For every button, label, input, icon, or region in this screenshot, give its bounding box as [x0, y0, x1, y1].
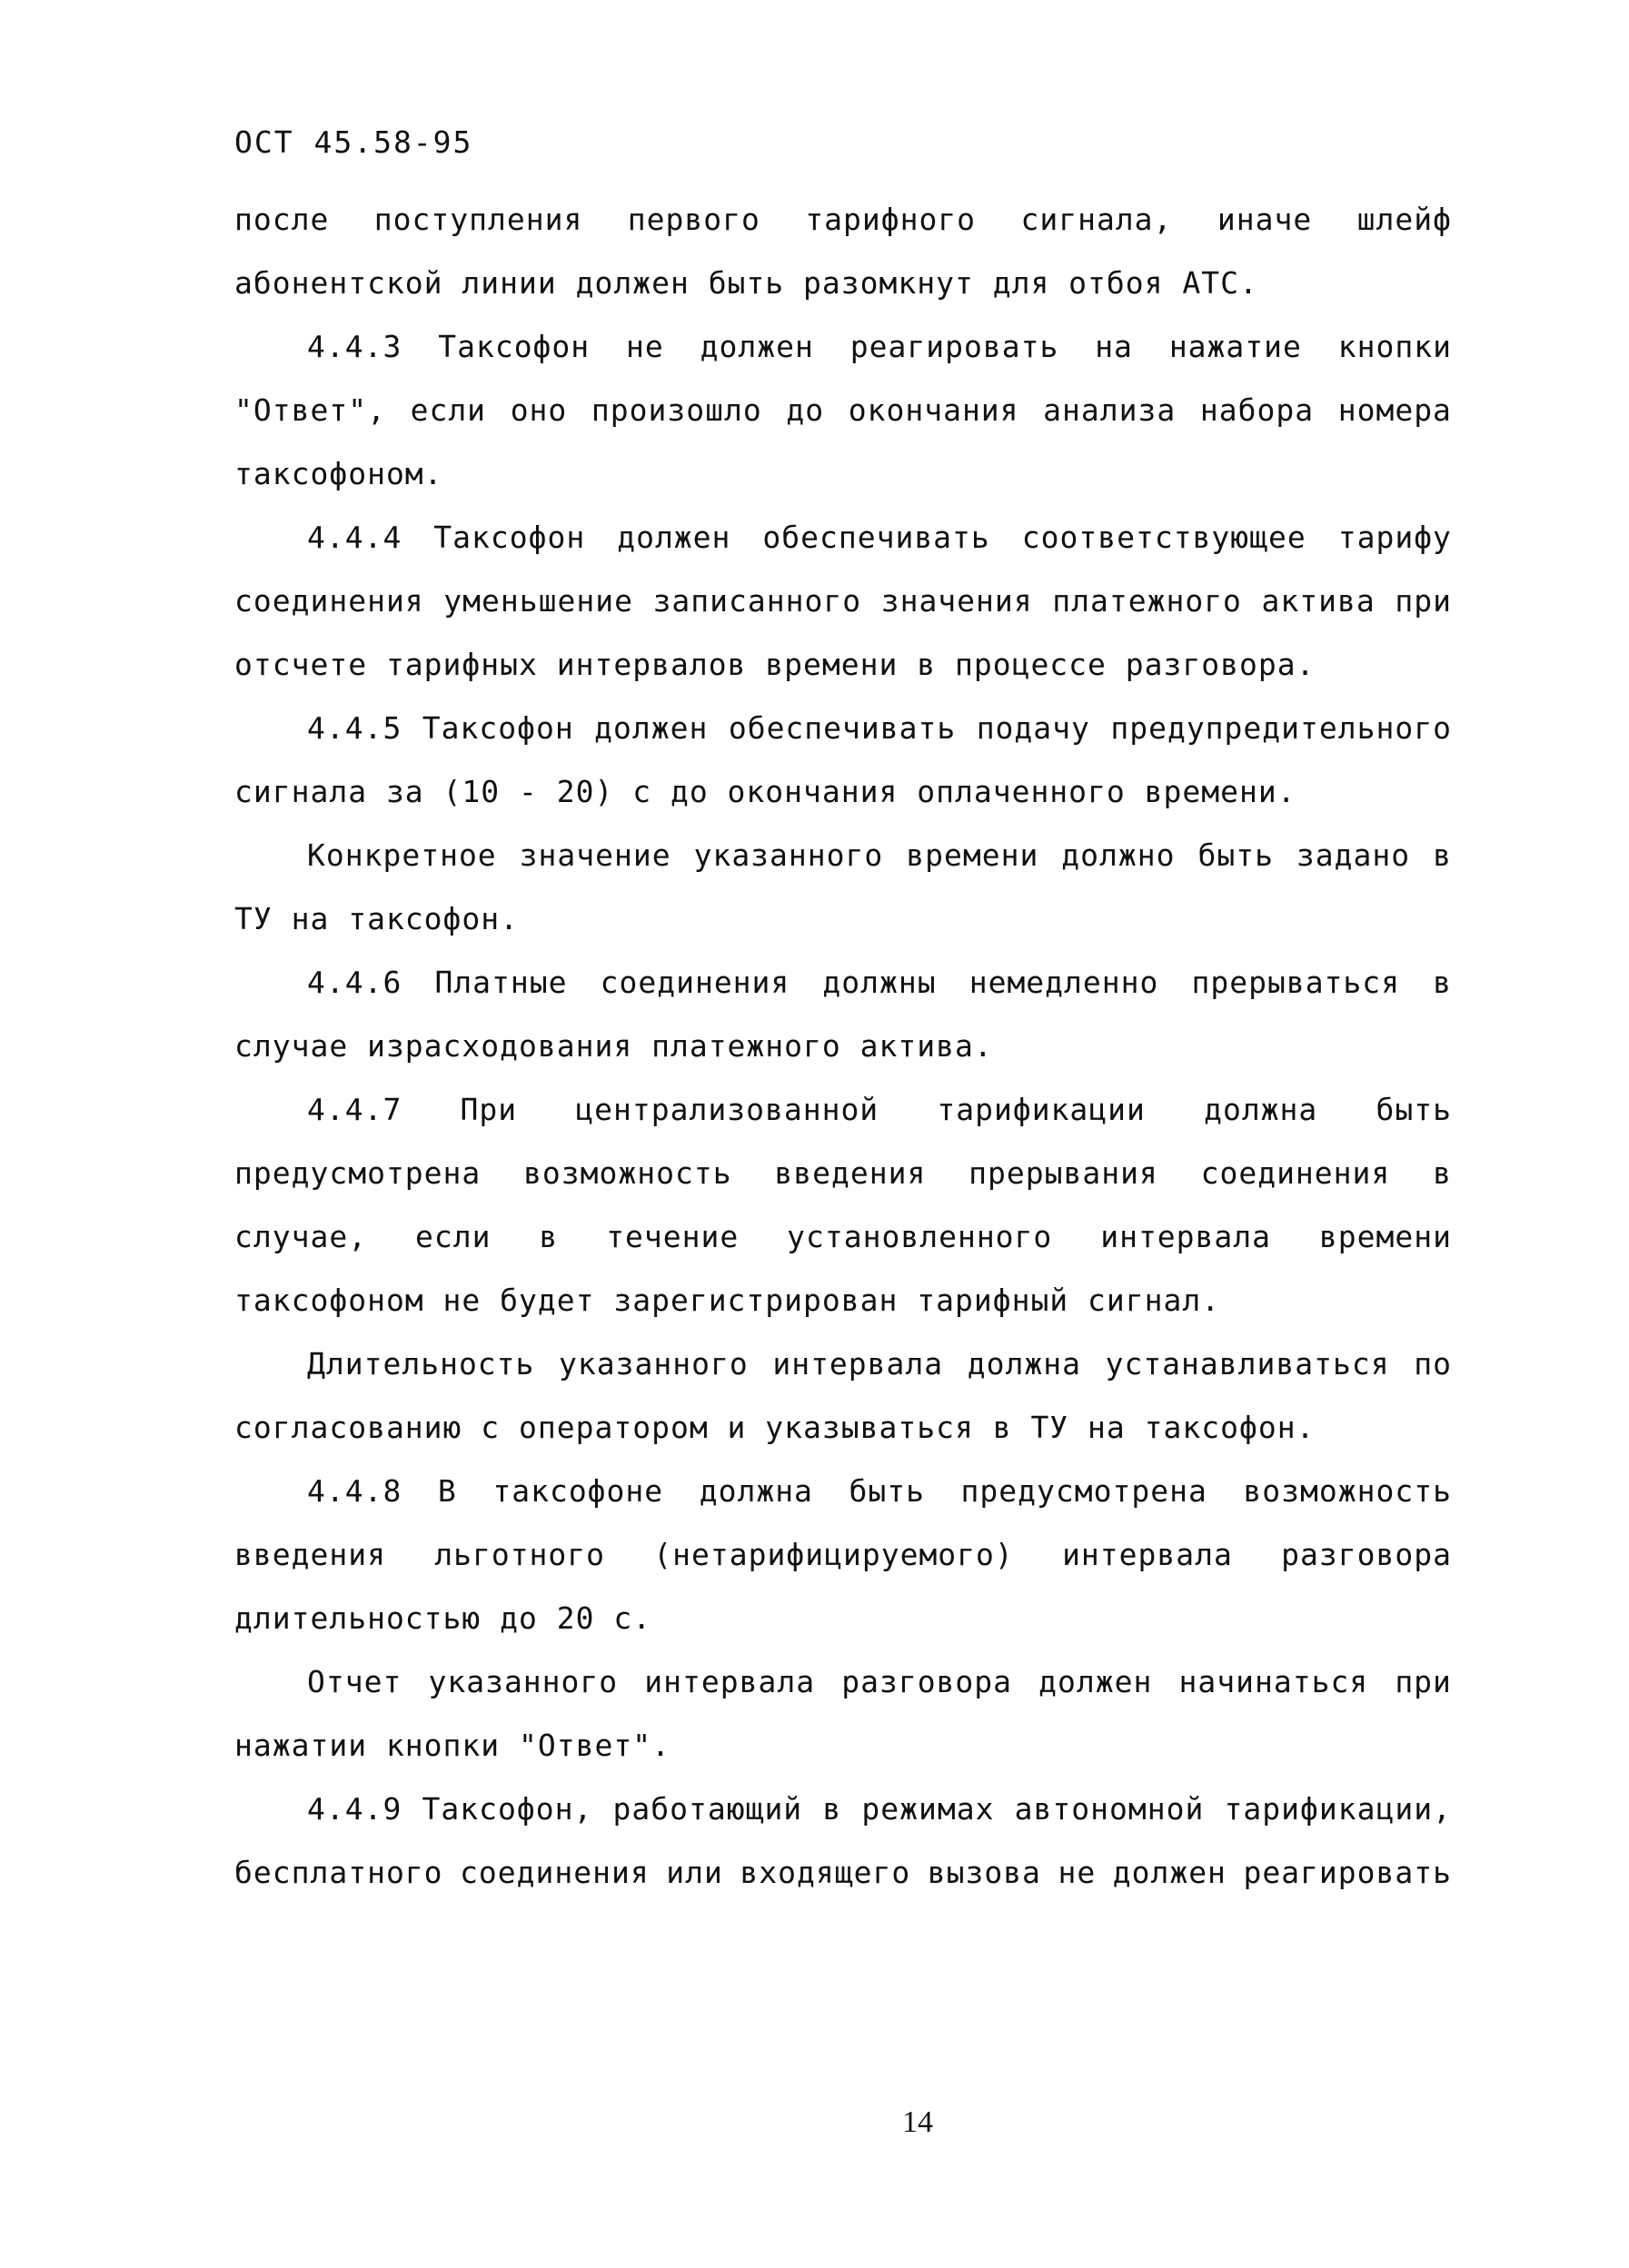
text-line: [234, 1778, 1452, 1841]
text-word: кнопки: [1337, 329, 1452, 364]
text-word: указанного: [693, 837, 884, 873]
text-word: Таксофон: [433, 520, 586, 555]
text-word: 4.4.3: [307, 329, 402, 364]
text-line: [234, 1714, 1452, 1778]
text-word: Отчет: [307, 1664, 402, 1699]
text-word: Платные: [434, 965, 568, 1000]
text-word: номера: [1337, 392, 1452, 428]
text-word: или: [666, 1855, 723, 1890]
text-word: поступления: [373, 202, 583, 237]
text-line: [234, 760, 1452, 824]
text-word: уменьшение: [443, 583, 633, 619]
text-word: обеспечивать: [762, 520, 990, 555]
text-word: платежного: [1052, 583, 1242, 619]
text-word: При: [460, 1092, 518, 1127]
text-line: [234, 188, 1452, 252]
body-text: [234, 188, 1452, 1905]
text-word: интервала: [772, 1346, 944, 1382]
text-line: [234, 1269, 1452, 1332]
text-word: при: [1395, 1664, 1452, 1699]
text-word: если: [414, 1219, 492, 1254]
text-word: быть: [849, 1473, 925, 1509]
text-word: входящего: [740, 1855, 911, 1890]
text-word: согласованию с оператором и указываться в ТУ на таксофон.: [234, 1410, 1316, 1445]
text-word: быть: [1197, 837, 1274, 873]
text-word: должна: [967, 1346, 1081, 1382]
text-word: сигнала,: [1020, 202, 1173, 237]
text-word: произошло: [591, 392, 762, 428]
text-word: 4.4.6: [307, 965, 402, 1000]
text-line: [234, 1841, 1452, 1905]
text-word: соединения: [460, 1855, 650, 1890]
text-line: [234, 1078, 1452, 1142]
text-line: [234, 379, 1452, 442]
text-word: анализа: [1043, 392, 1177, 428]
text-word: должен: [1112, 1855, 1227, 1890]
text-word: разговора: [1281, 1537, 1452, 1572]
text-word: должен: [594, 710, 709, 746]
text-word: в: [1433, 837, 1452, 873]
text-word: обеспечивать: [728, 710, 957, 746]
text-word: если: [410, 392, 487, 428]
text-word: тарификации: [937, 1092, 1146, 1127]
text-line: [234, 1523, 1452, 1587]
text-word: быть: [1376, 1092, 1452, 1127]
text-word: шлейф: [1356, 202, 1452, 237]
text-word: разговора: [841, 1664, 1013, 1699]
text-word: должен: [1038, 1664, 1153, 1699]
text-word: в: [1433, 1155, 1452, 1191]
page-number: 14: [902, 2105, 933, 2139]
text-line: [234, 315, 1452, 379]
text-word: предупредительного: [1110, 710, 1452, 746]
text-word: должен: [700, 329, 814, 364]
text-word: предусмотрена: [960, 1473, 1207, 1509]
text-word: указанного: [428, 1664, 619, 1699]
text-word: по: [1414, 1346, 1452, 1382]
text-word: льготного: [434, 1537, 606, 1572]
text-word: 4.4.9: [307, 1791, 402, 1827]
text-word: 4.4.8: [307, 1473, 402, 1509]
text-word: централизованной: [575, 1092, 879, 1127]
text-word: значения: [880, 583, 1033, 619]
text-word: бесплатного: [234, 1855, 443, 1890]
text-word: не: [1058, 1855, 1097, 1890]
text-word: в: [539, 1219, 559, 1254]
text-word: прерывания: [968, 1155, 1158, 1191]
text-word: интервала: [644, 1664, 816, 1699]
text-line: [234, 569, 1452, 633]
text-line: [234, 1460, 1452, 1523]
text-line: [234, 824, 1452, 887]
text-word: установленного: [787, 1219, 1053, 1254]
text-word: вызова: [927, 1855, 1041, 1890]
text-word: немедленно: [968, 965, 1159, 1000]
text-word: случае израсходования платежного актива.: [234, 1028, 993, 1064]
text-word: набора: [1199, 392, 1315, 428]
text-line: [234, 697, 1452, 760]
text-word: реагировать: [849, 329, 1059, 364]
text-word: нажатие: [1168, 329, 1302, 364]
text-word: начинаться: [1178, 1664, 1369, 1699]
text-word: должно: [1061, 837, 1176, 873]
text-word: тарифного: [805, 202, 977, 237]
text-word: таксофоном.: [234, 456, 443, 491]
text-word: Конкретное: [307, 837, 497, 873]
text-word: при: [1395, 583, 1452, 619]
text-line: [234, 442, 1452, 506]
text-word: значение: [519, 837, 671, 873]
text-word: случае,: [234, 1219, 368, 1254]
text-word: работающий: [612, 1791, 803, 1827]
text-line: [234, 1142, 1452, 1205]
text-word: возможность: [523, 1155, 732, 1191]
text-word: оно: [510, 392, 568, 428]
text-word: соединения: [234, 583, 424, 619]
text-word: прерываться: [1191, 965, 1401, 1000]
text-line: [234, 1587, 1452, 1650]
text-word: Длительность: [307, 1346, 535, 1382]
text-word: сигнала за (10 - 20) с до окончания оплаченного времени.: [234, 774, 1296, 809]
text-word: подачу: [976, 710, 1090, 746]
text-word: интервала: [1062, 1537, 1233, 1572]
text-word: в: [1433, 965, 1452, 1000]
text-word: должен: [617, 520, 731, 555]
text-word: указанного: [559, 1346, 749, 1382]
text-word: длительностью до 20 с.: [234, 1600, 652, 1636]
text-word: должна: [699, 1473, 813, 1509]
text-line: [234, 1205, 1452, 1269]
text-word: не: [626, 329, 664, 364]
text-word: интервала: [1100, 1219, 1272, 1254]
text-word: должны: [822, 965, 937, 1000]
text-word: первого: [627, 202, 760, 237]
text-line: [234, 1332, 1452, 1396]
text-word: 4.4.5: [307, 710, 402, 746]
text-line: [234, 506, 1452, 569]
text-word: ТУ на таксофон.: [234, 901, 520, 936]
text-word: должна: [1204, 1092, 1318, 1127]
text-word: отсчете тарифных интервалов времени в процессе разговора.: [234, 647, 1316, 682]
text-word: Таксофон: [438, 329, 591, 364]
text-line: [234, 1396, 1452, 1460]
text-line: [234, 633, 1452, 697]
text-word: соединения: [1200, 1155, 1391, 1191]
text-word: задано: [1296, 837, 1411, 873]
document-code-header: ОСТ 45.58-95: [234, 124, 473, 160]
text-word: автономной: [1014, 1791, 1205, 1827]
text-word: абонентской линии должен быть разомкнут для отбоя АТС.: [234, 265, 1258, 301]
text-word: режимах: [861, 1791, 995, 1827]
text-line: [234, 252, 1452, 315]
text-word: Таксофон,: [422, 1791, 593, 1827]
text-word: соответствующее: [1021, 520, 1306, 555]
text-word: предусмотрена: [234, 1155, 482, 1191]
text-word: таксофоном не будет зарегистрирован тарифный сигнал.: [234, 1283, 1221, 1318]
text-word: соединения: [600, 965, 790, 1000]
text-word: времени: [1318, 1219, 1452, 1254]
text-word: 4.4.4: [307, 520, 402, 555]
text-word: после: [234, 202, 330, 237]
text-word: устанавливаться: [1105, 1346, 1390, 1382]
text-line: [234, 1015, 1452, 1078]
text-word: возможность: [1243, 1473, 1452, 1509]
text-word: введения: [234, 1537, 386, 1572]
text-word: (нетарифицируемого): [653, 1537, 1014, 1572]
text-word: В: [437, 1473, 457, 1509]
text-word: до: [786, 392, 825, 428]
text-word: 4.4.7: [307, 1092, 402, 1127]
text-word: окончания: [848, 392, 1019, 428]
text-word: времени: [906, 837, 1039, 873]
text-line: [234, 951, 1452, 1015]
text-word: "Ответ",: [234, 392, 386, 428]
text-word: реагировать: [1243, 1855, 1452, 1890]
text-word: введения: [774, 1155, 927, 1191]
text-word: на: [1095, 329, 1133, 364]
text-word: иначе: [1217, 202, 1313, 237]
text-word: нажатии кнопки "Ответ".: [234, 1728, 670, 1763]
text-word: записанного: [652, 583, 862, 619]
text-word: таксофоне: [492, 1473, 664, 1509]
text-word: актива: [1261, 583, 1376, 619]
text-word: тарифу: [1337, 520, 1452, 555]
text-line: [234, 1650, 1452, 1714]
text-word: Таксофон: [422, 710, 574, 746]
text-word: тарификации,: [1224, 1791, 1452, 1827]
text-word: в: [822, 1791, 842, 1827]
text-line: [234, 887, 1452, 951]
text-word: течение: [606, 1219, 740, 1254]
